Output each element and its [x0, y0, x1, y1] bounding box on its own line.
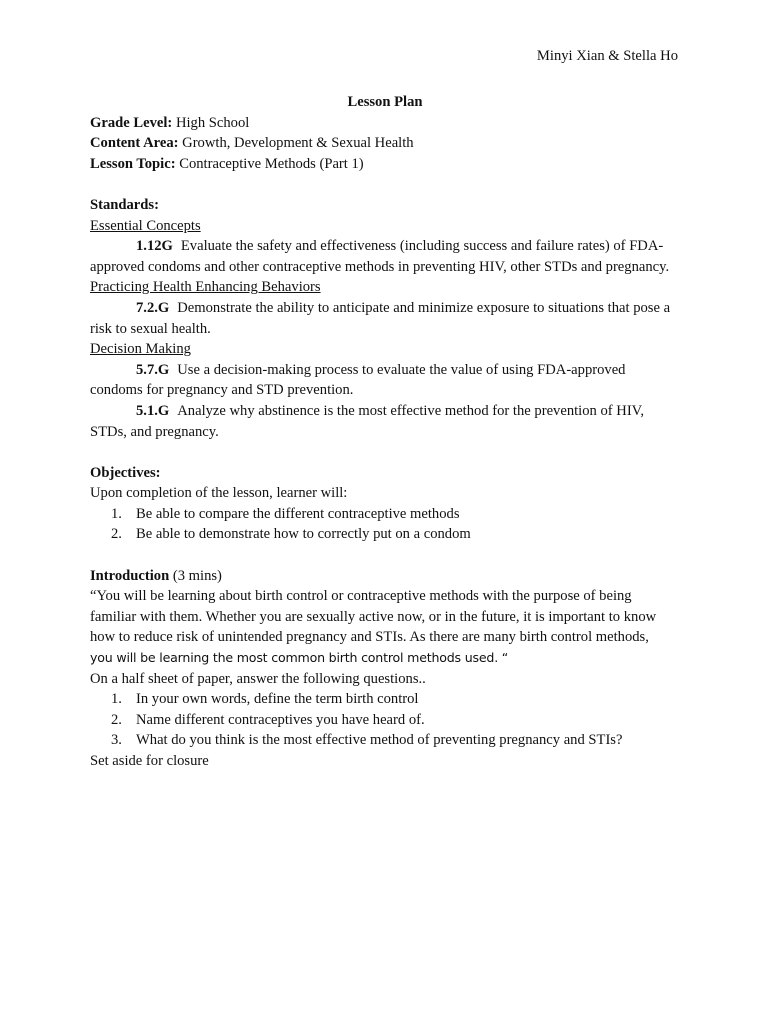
- decision-making-heading: Decision Making: [90, 341, 191, 358]
- list-number: 3.: [111, 732, 122, 749]
- list-text: Be able to compare the different contraceptive methods: [136, 505, 460, 522]
- spacer: [90, 545, 680, 566]
- list-text: Be able to demonstrate how to correctly put on a condom: [136, 526, 471, 543]
- objectives-intro: Upon completion of the lesson, learner will:: [90, 485, 348, 502]
- standard-code: 7.2.G: [136, 299, 170, 316]
- spacer: [90, 174, 680, 195]
- objectives-list: [90, 504, 680, 545]
- list-number: 2.: [111, 526, 122, 543]
- grade-level-line: [90, 113, 680, 134]
- list-item: [90, 710, 680, 731]
- list-number: 1.: [111, 505, 122, 522]
- objectives-heading-text: Objectives:: [90, 464, 161, 481]
- introduction-heading-line: [90, 566, 680, 587]
- introduction-instruction: On a half sheet of paper, answer the following questions..: [90, 670, 426, 687]
- grade-level-value: High School: [175, 114, 250, 131]
- standard-1-12g: [90, 236, 680, 277]
- standards-heading: [90, 195, 680, 216]
- standard-code: 5.1.G: [136, 402, 170, 419]
- introduction-questions: [90, 689, 680, 751]
- introduction-quote: [90, 586, 680, 668]
- list-text: What do you think is the most effective method of preventing pregnancy and STIs?: [136, 732, 623, 749]
- standard-text: Analyze why abstinence is the most effective method for the prevention of HIV, STDs, and pregnancy.: [90, 402, 644, 440]
- essential-concepts-heading: Essential Concepts: [90, 217, 201, 234]
- closing-note: Set aside for closure: [90, 753, 209, 769]
- standard-code: 1.12G: [136, 238, 173, 255]
- content-area-value: Growth, Development & Sexual Health: [182, 135, 414, 152]
- practicing-behaviors-heading: Practicing Health Enhancing Behaviors: [90, 279, 321, 296]
- standard-text: Use a decision-making process to evaluate the value of using FDA-approved condoms for pregnancy and STD prevention.: [90, 361, 626, 399]
- list-item: [90, 524, 680, 545]
- standard-text: Evaluate the safety and effectiveness (including success and failure rates) of FDA-approved condoms and other contraceptive methods in preventing HIV, other STDs and pregnancy.: [90, 238, 670, 275]
- author-names: Minyi Xian & Stella Ho: [536, 48, 678, 64]
- grade-level-label: Grade Level:: [90, 114, 173, 131]
- list-item: [90, 689, 680, 710]
- standard-text: Demonstrate the ability to anticipate and minimize exposure to situations that pose a risk to sexual health.: [90, 299, 671, 337]
- lesson-topic-label: Lesson Topic:: [90, 155, 176, 172]
- lesson-topic-value: Contraceptive Methods (Part 1): [179, 155, 364, 172]
- list-number: 2.: [111, 711, 122, 728]
- introduction-duration: (3 mins): [172, 567, 222, 584]
- list-text: Name different contraceptives you have heard of.: [136, 711, 425, 728]
- document-title: Lesson Plan: [347, 94, 423, 110]
- lesson-plan-body: [90, 92, 680, 772]
- spacer: [90, 442, 680, 463]
- quote-text: “You will be learning about birth control or contraceptive methods with the purpose of being familiar with them. Whether you are sexually active now, or in the future, it is important to know how to reduce risk of unintended pregnancy and STIs. As there are many birth control methods,: [90, 588, 657, 646]
- standard-code: 5.7.G: [136, 361, 170, 378]
- standard-5-1g: [90, 401, 680, 442]
- content-area-line: [90, 133, 680, 154]
- list-item: [90, 730, 680, 751]
- standard-7-2g: [90, 298, 680, 339]
- quote-tail-text: you will be learning the most common birth control methods used. “: [90, 650, 509, 666]
- objectives-heading: [90, 463, 680, 484]
- list-number: 1.: [111, 691, 122, 708]
- list-text: In your own words, define the term birth control: [136, 691, 419, 708]
- introduction-heading: Introduction: [90, 567, 170, 584]
- standard-5-7g: [90, 360, 680, 401]
- list-item: [90, 504, 680, 525]
- lesson-topic-line: [90, 154, 680, 175]
- standards-heading-text: Standards:: [90, 196, 159, 213]
- content-area-label: Content Area:: [90, 135, 179, 152]
